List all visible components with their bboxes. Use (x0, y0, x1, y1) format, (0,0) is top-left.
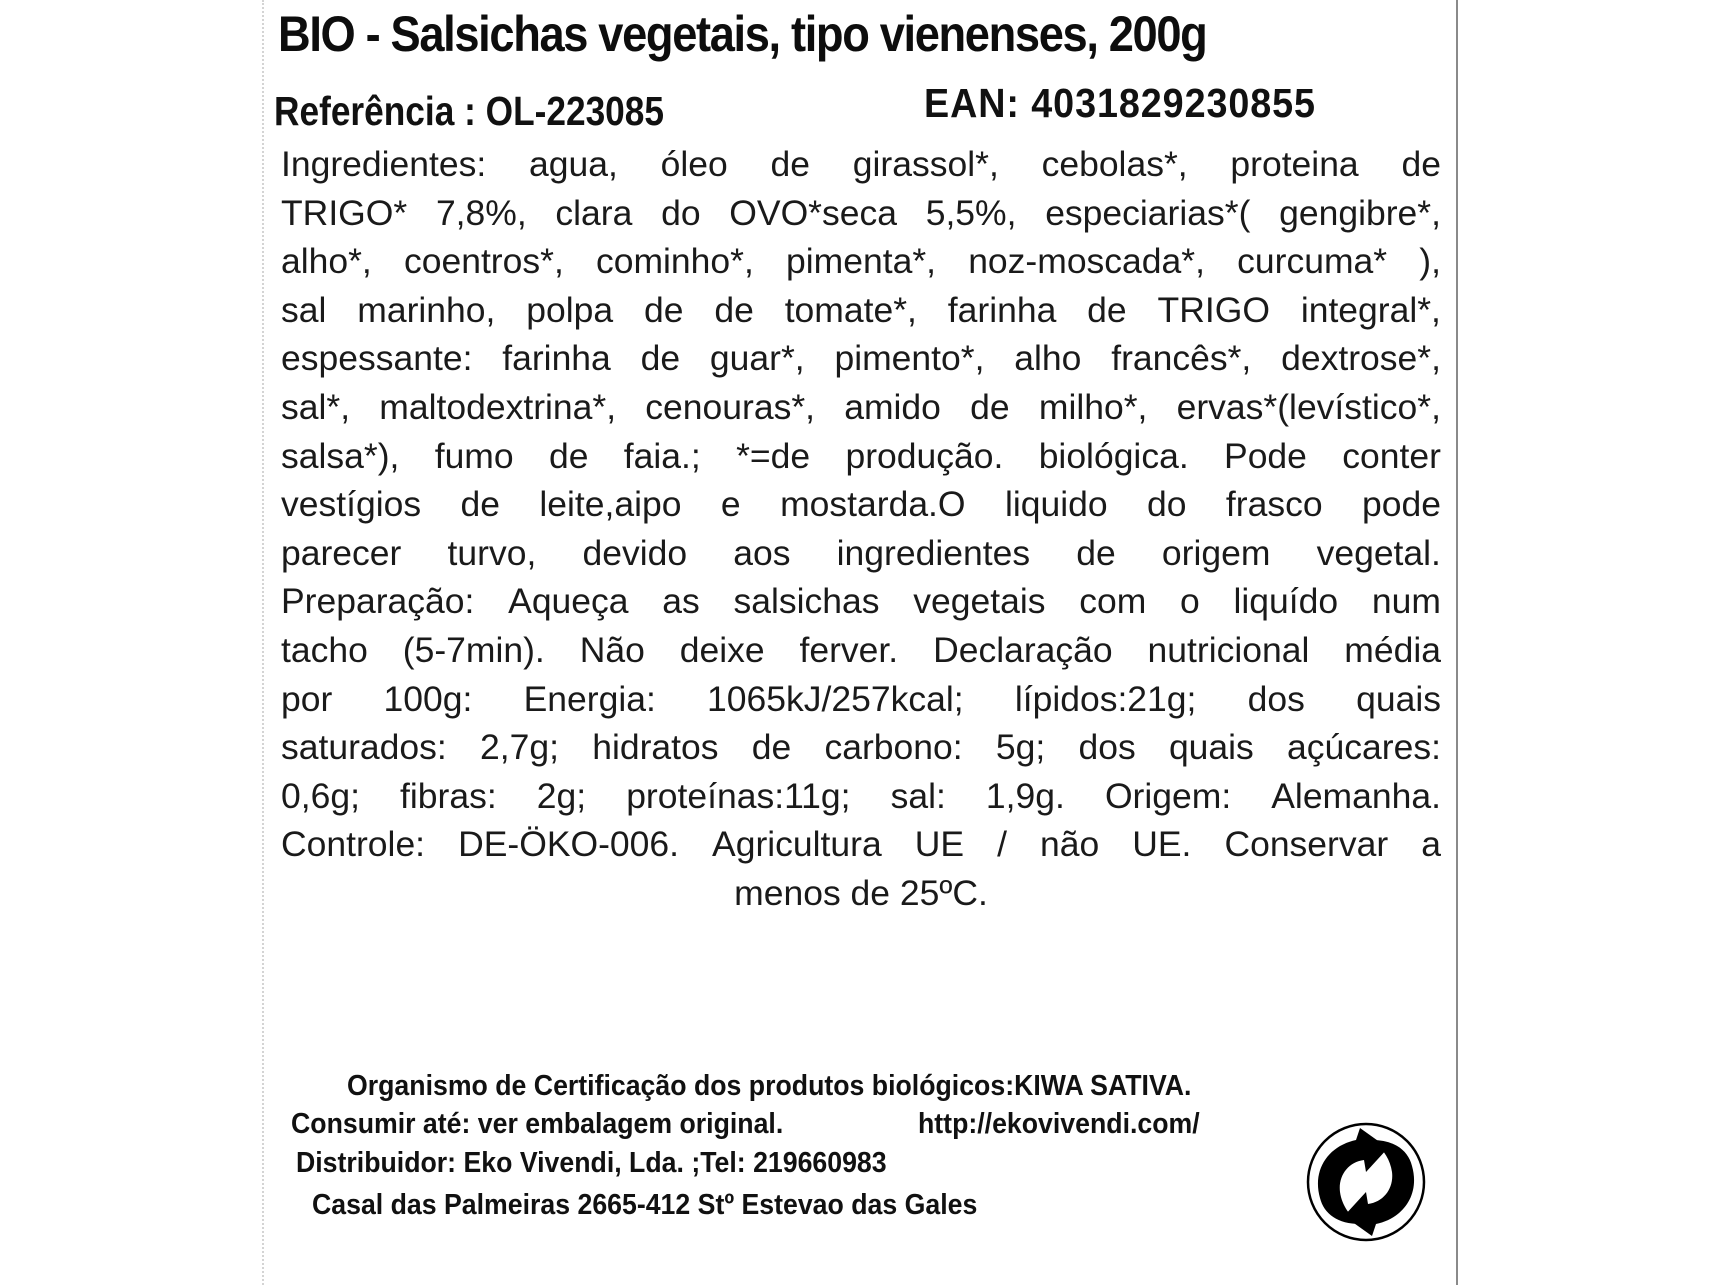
certification-text: Organismo de Certificação dos produtos biológicos:KIWA SATIVA. (347, 1070, 1192, 1102)
body-line: Controle: DE-ÖKO-006. Agricultura UE / não UE. Conservar a (281, 824, 1441, 865)
distributor-text: Distribuidor: Eko Vivendi, Lda. ;Tel: 219660983 (296, 1147, 887, 1179)
body-line: espessante: farinha de guar*, pimento*, alho francês*, dextrose*, (281, 338, 1441, 379)
body-line: vestígios de leite,aipo e mostarda.O liquido do frasco pode (281, 484, 1441, 525)
body-line: Ingredientes: agua, óleo de girassol*, cebolas*, proteina de (281, 144, 1441, 184)
body-line: salsa*), fumo de faia.; *=de produção. biológica. Pode conter (281, 435, 1441, 476)
product-title: BIO - Salsichas vegetais, tipo vienenses, 200g (278, 6, 1207, 62)
reference-code: Referência : OL-223085 (274, 88, 665, 134)
address-text: Casal das Palmeiras 2665-412 Stº Estevao das Gales (312, 1189, 978, 1221)
body-line: TRIGO* 7,8%, clara do OVO*seca 5,5%, especiarias*( gengibre*, (281, 192, 1441, 233)
website-link[interactable]: http://ekovivendi.com/ (918, 1108, 1200, 1140)
body-line: Preparação: Aqueça as salsichas vegetais com o liquído num (281, 581, 1441, 622)
ingredients-and-nutrition-text (281, 140, 1441, 918)
storage-line: menos de 25ºC. (734, 872, 988, 913)
green-dot-recycling-icon (1304, 1120, 1428, 1244)
body-line: por 100g: Energia: 1065kJ/257kcal; lípidos:21g; dos quais (281, 678, 1441, 719)
product-label (262, 0, 1458, 1285)
ean-code: EAN: 4031829230855 (924, 80, 1316, 126)
identifier-row (274, 80, 1444, 136)
body-line: parecer turvo, devido aos ingredientes de origem vegetal. (281, 532, 1441, 573)
body-line: tacho (5-7min). Não deixe ferver. Declaração nutricional média (281, 629, 1441, 670)
body-line: alho*, coentros*, cominho*, pimenta*, noz-moscada*, curcuma* ), (281, 241, 1441, 282)
best-before-text: Consumir até: ver embalagem original. (291, 1108, 784, 1140)
body-line: saturados: 2,7g; hidratos de carbono: 5g; dos quais açúcares: (281, 727, 1441, 768)
body-line: sal marinho, polpa de de tomate*, farinha de TRIGO integral*, (281, 289, 1441, 330)
body-line: sal*, maltodextrina*, cenouras*, amido de milho*, ervas*(levístico*, (281, 386, 1441, 427)
body-line: 0,6g; fibras: 2g; proteínas:11g; sal: 1,9g. Origem: Alemanha. (281, 775, 1441, 816)
